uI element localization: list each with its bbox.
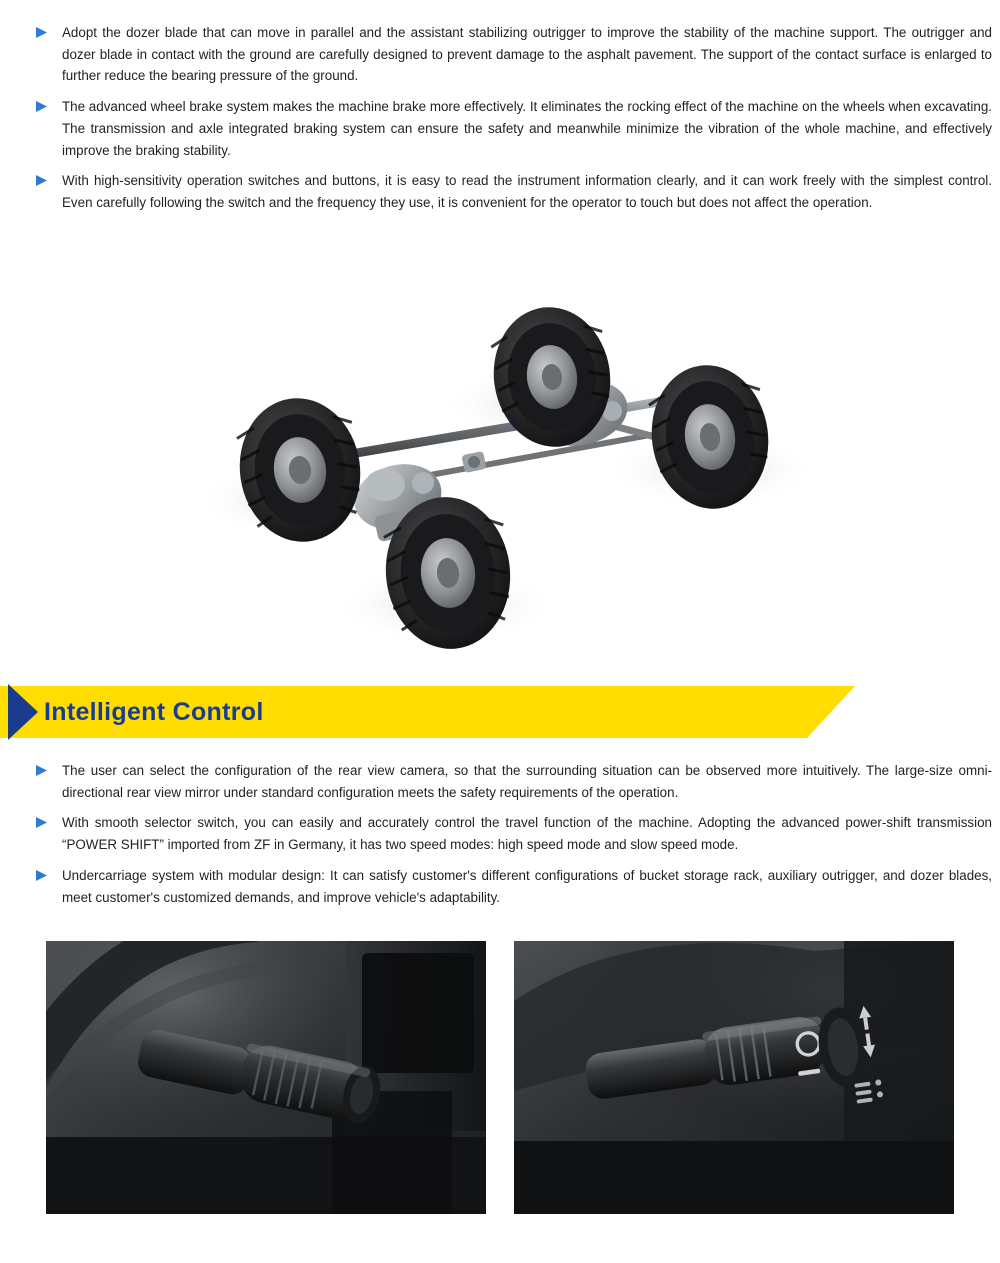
triangle-bullet-icon (36, 812, 62, 828)
bullet-text: With smooth selector switch, you can easily and accurately control the travel function of the machine. Adopting the advanced power-shift transmission “POWER SHIFT” imported from ZF in Germany, it has two speed modes: high speed mode and slow speed mode. (62, 815, 992, 853)
list-item (36, 760, 992, 803)
list-item (36, 96, 992, 161)
triangle-bullet-icon (36, 22, 62, 38)
bullet-text: Undercarriage system with modular design: It can satisfy customer's different configurations of bucket storage rack, auxiliary outrigger, and dozer blades, meet customer's customized demands, and improve vehicle's adaptability. (62, 867, 992, 905)
lower-bullet-section (36, 760, 992, 917)
list-item (36, 812, 992, 855)
top-bullet-list (36, 22, 992, 214)
banner-arrow-icon (8, 684, 38, 740)
bullet-text: Adopt the dozer blade that can move in parallel and the assistant stabilizing outrigger to improve the stability of the machine support. The outrigger and dozer blade in contact with the ground are carefully designed to prevent damage to the asphalt pavement. The support of the contact surface is enlarged to further reduce the bearing pressure of the ground. (62, 25, 992, 84)
photo-row (46, 941, 954, 1214)
section-banner (0, 686, 855, 738)
bullet-text: With high-sensitivity operation switches and buttons, it is easy to read the instrument information clearly, and it can work freely with the simplest control. Even carefully following the switch and the frequency they use, it is convenient for the operator to touch but does not affect the operation. (62, 173, 992, 210)
bullet-text: The advanced wheel brake system makes the machine brake more effectively. It eliminates the rocking effect of the machine on the wheels when excavating. The transmission and axle integrated braking system can ensure the safety and meanwhile minimize the vibration of the whole machine, and effectively improve the braking stability. (62, 99, 992, 158)
list-item (36, 22, 992, 87)
triangle-bullet-icon (36, 865, 62, 881)
lower-bullet-list (36, 760, 992, 908)
list-item (36, 170, 992, 213)
top-bullet-section (36, 22, 992, 223)
bullet-text: The user can select the configuration of the rear view camera, so that the surrounding situation can be observed more intuitively. The large-size omni-directional rear view mirror under standard configuration meets the safety requirements of the operation. (62, 763, 992, 800)
section-title: Intelligent Control (44, 698, 264, 726)
photo-control-stalk-left (46, 941, 486, 1214)
list-item (36, 865, 992, 908)
triangle-bullet-icon (36, 170, 62, 186)
photo-control-stalk-right (514, 941, 954, 1214)
triangle-bullet-icon (36, 96, 62, 112)
axle-assembly-image (180, 285, 820, 665)
triangle-bullet-icon (36, 760, 62, 776)
